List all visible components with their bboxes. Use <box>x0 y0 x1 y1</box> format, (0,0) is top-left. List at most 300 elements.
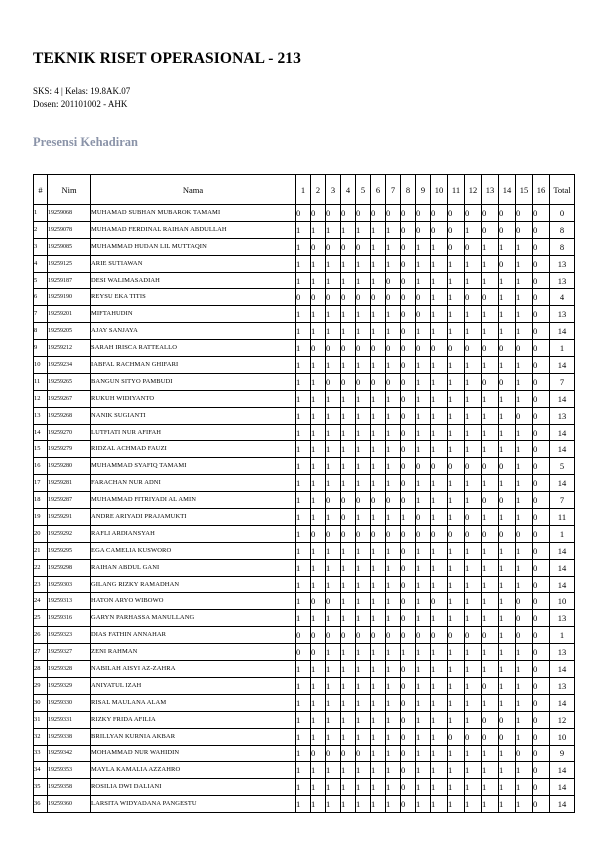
student-nim: 19259323 <box>48 627 91 644</box>
attendance-cell: 0 <box>401 627 416 644</box>
attendance-cell: 1 <box>401 644 416 661</box>
attendance-cell: 1 <box>465 390 482 407</box>
student-name: GILANG RIZKY RAMADHAN <box>91 576 296 593</box>
attendance-cell: 1 <box>296 373 311 390</box>
attendance-cell: 1 <box>386 644 401 661</box>
attendance-cell: 1 <box>431 576 448 593</box>
attendance-cell: 1 <box>296 593 311 610</box>
attendance-total: 12 <box>550 711 575 728</box>
student-nim: 19259353 <box>48 762 91 779</box>
attendance-cell: 0 <box>533 205 550 222</box>
attendance-cell: 1 <box>296 424 311 441</box>
attendance-cell: 1 <box>416 677 431 694</box>
table-row <box>34 728 575 745</box>
attendance-cell: 0 <box>401 340 416 357</box>
attendance-cell: 1 <box>416 610 431 627</box>
attendance-cell: 1 <box>356 390 371 407</box>
attendance-cell: 1 <box>371 390 386 407</box>
attendance-cell: 1 <box>516 492 533 509</box>
attendance-total: 0 <box>550 205 575 222</box>
attendance-cell: 1 <box>311 492 326 509</box>
attendance-cell: 1 <box>482 694 499 711</box>
attendance-cell: 1 <box>341 407 356 424</box>
attendance-cell: 0 <box>499 205 516 222</box>
attendance-cell: 1 <box>326 323 341 340</box>
attendance-cell: 1 <box>356 728 371 745</box>
attendance-cell: 1 <box>448 677 465 694</box>
attendance-cell: 0 <box>465 525 482 542</box>
attendance-cell: 1 <box>482 644 499 661</box>
attendance-cell: 0 <box>499 525 516 542</box>
row-number: 26 <box>34 627 48 644</box>
attendance-total: 14 <box>550 796 575 813</box>
header-meeting: 3 <box>326 175 341 205</box>
table-row <box>34 779 575 796</box>
attendance-cell: 1 <box>516 728 533 745</box>
attendance-cell: 1 <box>311 576 326 593</box>
attendance-cell: 1 <box>296 728 311 745</box>
attendance-cell: 1 <box>356 610 371 627</box>
attendance-cell: 1 <box>356 559 371 576</box>
attendance-cell: 1 <box>516 779 533 796</box>
attendance-cell: 0 <box>533 323 550 340</box>
attendance-cell: 1 <box>448 745 465 762</box>
attendance-cell: 1 <box>296 779 311 796</box>
attendance-cell: 1 <box>499 441 516 458</box>
attendance-total: 14 <box>550 559 575 576</box>
attendance-cell: 1 <box>482 593 499 610</box>
attendance-cell: 0 <box>499 340 516 357</box>
attendance-cell: 1 <box>499 542 516 559</box>
attendance-cell: 1 <box>356 661 371 678</box>
student-nim: 19259190 <box>48 289 91 306</box>
attendance-cell: 0 <box>401 525 416 542</box>
attendance-cell: 1 <box>416 492 431 509</box>
attendance-cell: 0 <box>533 542 550 559</box>
attendance-cell: 0 <box>401 559 416 576</box>
attendance-cell: 1 <box>448 711 465 728</box>
attendance-cell: 1 <box>356 357 371 374</box>
attendance-cell: 0 <box>341 627 356 644</box>
attendance-cell: 1 <box>356 796 371 813</box>
attendance-cell: 0 <box>448 627 465 644</box>
student-name: DIAS FATHIN ANNAHAR <box>91 627 296 644</box>
attendance-cell: 1 <box>311 661 326 678</box>
attendance-cell: 1 <box>516 238 533 255</box>
attendance-cell: 1 <box>356 779 371 796</box>
attendance-cell: 1 <box>371 306 386 323</box>
attendance-cell: 1 <box>296 323 311 340</box>
attendance-cell: 1 <box>431 255 448 272</box>
attendance-cell: 0 <box>311 289 326 306</box>
attendance-cell: 0 <box>401 221 416 238</box>
attendance-cell: 0 <box>533 340 550 357</box>
student-nim: 19259358 <box>48 779 91 796</box>
attendance-cell: 1 <box>386 779 401 796</box>
attendance-cell: 0 <box>533 221 550 238</box>
attendance-cell: 0 <box>386 627 401 644</box>
row-number: 5 <box>34 272 48 289</box>
attendance-cell: 1 <box>416 694 431 711</box>
table-row <box>34 492 575 509</box>
row-number: 28 <box>34 661 48 678</box>
attendance-cell: 1 <box>465 779 482 796</box>
attendance-total: 14 <box>550 661 575 678</box>
attendance-cell: 1 <box>482 762 499 779</box>
table-row <box>34 525 575 542</box>
attendance-cell: 1 <box>296 390 311 407</box>
attendance-cell: 1 <box>482 576 499 593</box>
attendance-cell: 0 <box>326 525 341 542</box>
attendance-cell: 1 <box>311 255 326 272</box>
attendance-cell: 1 <box>311 610 326 627</box>
header-meeting: 15 <box>516 175 533 205</box>
row-number: 16 <box>34 458 48 475</box>
attendance-cell: 0 <box>482 525 499 542</box>
attendance-cell: 1 <box>482 323 499 340</box>
attendance-cell: 0 <box>311 644 326 661</box>
attendance-cell: 1 <box>386 323 401 340</box>
attendance-cell: 0 <box>533 390 550 407</box>
table-row <box>34 306 575 323</box>
attendance-cell: 1 <box>465 745 482 762</box>
attendance-cell: 1 <box>356 306 371 323</box>
attendance-cell: 1 <box>371 644 386 661</box>
attendance-cell: 1 <box>326 559 341 576</box>
attendance-cell: 0 <box>341 373 356 390</box>
attendance-cell: 0 <box>386 373 401 390</box>
attendance-total: 14 <box>550 424 575 441</box>
attendance-cell: 0 <box>416 525 431 542</box>
attendance-cell: 1 <box>341 323 356 340</box>
header-meeting: 4 <box>341 175 356 205</box>
attendance-cell: 1 <box>465 323 482 340</box>
table-row <box>34 509 575 526</box>
attendance-cell: 1 <box>371 441 386 458</box>
attendance-cell: 0 <box>356 627 371 644</box>
attendance-cell: 1 <box>386 475 401 492</box>
attendance-cell: 1 <box>386 509 401 526</box>
attendance-cell: 1 <box>482 779 499 796</box>
attendance-cell: 0 <box>482 340 499 357</box>
attendance-cell: 1 <box>431 796 448 813</box>
attendance-cell: 0 <box>401 289 416 306</box>
attendance-cell: 1 <box>356 694 371 711</box>
attendance-cell: 0 <box>401 390 416 407</box>
student-nim: 19259205 <box>48 323 91 340</box>
table-row <box>34 576 575 593</box>
attendance-cell: 1 <box>448 492 465 509</box>
attendance-cell: 0 <box>482 711 499 728</box>
attendance-total: 10 <box>550 593 575 610</box>
attendance-cell: 0 <box>465 728 482 745</box>
attendance-total: 14 <box>550 475 575 492</box>
student-name: EGA CAMELIA KUSWORO <box>91 542 296 559</box>
attendance-cell: 1 <box>371 272 386 289</box>
attendance-cell: 1 <box>296 441 311 458</box>
attendance-cell: 1 <box>465 542 482 559</box>
row-number: 8 <box>34 323 48 340</box>
attendance-cell: 0 <box>371 525 386 542</box>
attendance-cell: 1 <box>516 559 533 576</box>
attendance-cell: 1 <box>448 424 465 441</box>
attendance-cell: 1 <box>431 289 448 306</box>
table-row <box>34 340 575 357</box>
attendance-cell: 0 <box>499 458 516 475</box>
attendance-cell: 1 <box>499 289 516 306</box>
attendance-cell: 1 <box>431 745 448 762</box>
attendance-total: 14 <box>550 323 575 340</box>
attendance-cell: 1 <box>416 762 431 779</box>
header-meeting: 14 <box>499 175 516 205</box>
attendance-cell: 1 <box>386 796 401 813</box>
row-number: 27 <box>34 644 48 661</box>
attendance-cell: 1 <box>431 644 448 661</box>
attendance-cell: 1 <box>499 610 516 627</box>
attendance-cell: 1 <box>499 272 516 289</box>
attendance-total: 14 <box>550 441 575 458</box>
attendance-cell: 1 <box>482 255 499 272</box>
attendance-cell: 1 <box>499 509 516 526</box>
attendance-cell: 1 <box>431 272 448 289</box>
table-row <box>34 542 575 559</box>
attendance-cell: 1 <box>431 407 448 424</box>
attendance-cell: 1 <box>371 779 386 796</box>
attendance-cell: 1 <box>431 542 448 559</box>
student-nim: 19259313 <box>48 593 91 610</box>
student-nim: 19259267 <box>48 390 91 407</box>
attendance-cell: 1 <box>401 509 416 526</box>
attendance-cell: 1 <box>416 559 431 576</box>
header-total: Total <box>550 175 575 205</box>
attendance-cell: 0 <box>401 610 416 627</box>
attendance-total: 1 <box>550 525 575 542</box>
attendance-cell: 0 <box>431 340 448 357</box>
row-number: 32 <box>34 728 48 745</box>
attendance-cell: 1 <box>431 762 448 779</box>
attendance-cell: 1 <box>356 475 371 492</box>
attendance-cell: 0 <box>533 661 550 678</box>
attendance-cell: 1 <box>296 610 311 627</box>
attendance-cell: 0 <box>416 205 431 222</box>
header-meeting: 16 <box>533 175 550 205</box>
student-name: HATON ARYO WIBOWO <box>91 593 296 610</box>
attendance-cell: 1 <box>482 424 499 441</box>
attendance-cell: 1 <box>326 407 341 424</box>
row-number: 21 <box>34 542 48 559</box>
attendance-cell: 1 <box>356 711 371 728</box>
attendance-total: 1 <box>550 340 575 357</box>
attendance-cell: 0 <box>465 205 482 222</box>
attendance-cell: 1 <box>296 762 311 779</box>
header-meeting: 8 <box>401 175 416 205</box>
student-nim: 19259295 <box>48 542 91 559</box>
attendance-cell: 1 <box>371 593 386 610</box>
attendance-cell: 1 <box>341 644 356 661</box>
attendance-cell: 0 <box>499 492 516 509</box>
attendance-cell: 1 <box>311 458 326 475</box>
student-name: FARACHAN NUR ADNI <box>91 475 296 492</box>
table-row <box>34 407 575 424</box>
attendance-cell: 1 <box>326 441 341 458</box>
attendance-cell: 1 <box>311 357 326 374</box>
attendance-cell: 1 <box>465 306 482 323</box>
attendance-cell: 1 <box>516 272 533 289</box>
row-number: 35 <box>34 779 48 796</box>
attendance-total: 14 <box>550 390 575 407</box>
row-number: 22 <box>34 559 48 576</box>
attendance-cell: 1 <box>482 306 499 323</box>
attendance-total: 13 <box>550 610 575 627</box>
attendance-cell: 1 <box>416 711 431 728</box>
attendance-cell: 0 <box>401 593 416 610</box>
attendance-cell: 1 <box>448 509 465 526</box>
table-row <box>34 593 575 610</box>
header-meeting: 12 <box>465 175 482 205</box>
attendance-cell: 0 <box>371 340 386 357</box>
attendance-cell: 0 <box>448 728 465 745</box>
attendance-cell: 0 <box>533 644 550 661</box>
attendance-cell: 1 <box>431 323 448 340</box>
attendance-cell: 1 <box>296 694 311 711</box>
student-nim: 19259279 <box>48 441 91 458</box>
attendance-cell: 1 <box>296 576 311 593</box>
attendance-cell: 0 <box>341 492 356 509</box>
attendance-cell: 1 <box>356 644 371 661</box>
attendance-cell: 1 <box>311 306 326 323</box>
student-nim: 19259281 <box>48 475 91 492</box>
student-name: BRILLYAN KURNIA AKBAR <box>91 728 296 745</box>
attendance-cell: 1 <box>356 323 371 340</box>
student-nim: 19259291 <box>48 509 91 526</box>
attendance-cell: 1 <box>356 542 371 559</box>
table-row <box>34 373 575 390</box>
attendance-cell: 0 <box>516 221 533 238</box>
attendance-cell: 1 <box>326 610 341 627</box>
attendance-cell: 1 <box>326 762 341 779</box>
attendance-cell: 1 <box>326 779 341 796</box>
attendance-cell: 1 <box>326 357 341 374</box>
student-nim: 19259268 <box>48 407 91 424</box>
attendance-cell: 0 <box>431 593 448 610</box>
row-number: 2 <box>34 221 48 238</box>
attendance-cell: 1 <box>356 255 371 272</box>
student-name: MUHAMMAD HUDAN LIL MUTTAQIN <box>91 238 296 255</box>
attendance-cell: 1 <box>326 306 341 323</box>
attendance-cell: 1 <box>482 796 499 813</box>
attendance-cell: 0 <box>416 289 431 306</box>
attendance-total: 13 <box>550 272 575 289</box>
attendance-cell: 1 <box>499 593 516 610</box>
attendance-cell: 1 <box>499 779 516 796</box>
attendance-cell: 0 <box>401 728 416 745</box>
student-name: NABILAH AISYI AZ-ZAHRA <box>91 661 296 678</box>
attendance-cell: 0 <box>401 694 416 711</box>
attendance-cell: 1 <box>386 221 401 238</box>
student-nim: 19259316 <box>48 610 91 627</box>
attendance-cell: 0 <box>356 492 371 509</box>
student-name: ANDRE ARIYADI PRAJAMUKTI <box>91 509 296 526</box>
attendance-cell: 1 <box>386 458 401 475</box>
attendance-cell: 0 <box>533 407 550 424</box>
attendance-cell: 0 <box>533 272 550 289</box>
student-nim: 19259331 <box>48 711 91 728</box>
attendance-cell: 1 <box>386 441 401 458</box>
attendance-cell: 1 <box>371 745 386 762</box>
header-meeting: 9 <box>416 175 431 205</box>
student-name: MUHAMAD FERDINAL RAIHAN ABDULLAH <box>91 221 296 238</box>
attendance-cell: 0 <box>499 711 516 728</box>
attendance-cell: 1 <box>499 796 516 813</box>
attendance-cell: 1 <box>386 306 401 323</box>
student-nim: 19259212 <box>48 340 91 357</box>
attendance-cell: 1 <box>386 677 401 694</box>
attendance-cell: 1 <box>499 357 516 374</box>
attendance-cell: 0 <box>533 441 550 458</box>
row-number: 23 <box>34 576 48 593</box>
attendance-cell: 1 <box>465 407 482 424</box>
attendance-cell: 1 <box>448 779 465 796</box>
attendance-cell: 1 <box>356 458 371 475</box>
attendance-cell: 0 <box>326 238 341 255</box>
attendance-cell: 1 <box>416 407 431 424</box>
attendance-cell: 1 <box>356 593 371 610</box>
table-row <box>34 289 575 306</box>
attendance-cell: 1 <box>431 441 448 458</box>
attendance-cell: 1 <box>465 373 482 390</box>
attendance-cell: 1 <box>416 542 431 559</box>
table-row <box>34 357 575 374</box>
attendance-cell: 0 <box>401 272 416 289</box>
student-name: GARYN PARHASSA MANULLANG <box>91 610 296 627</box>
attendance-cell: 0 <box>533 745 550 762</box>
attendance-cell: 1 <box>465 677 482 694</box>
attendance-cell: 0 <box>482 492 499 509</box>
attendance-cell: 0 <box>533 458 550 475</box>
attendance-cell: 0 <box>311 238 326 255</box>
attendance-cell: 1 <box>371 694 386 711</box>
attendance-cell: 0 <box>499 255 516 272</box>
student-name: MUHAMAD SUBHAN MUBAROK TAMAMI <box>91 205 296 222</box>
attendance-cell: 0 <box>401 238 416 255</box>
attendance-cell: 0 <box>533 610 550 627</box>
attendance-cell: 0 <box>326 492 341 509</box>
attendance-cell: 1 <box>341 796 356 813</box>
student-nim: 19259298 <box>48 559 91 576</box>
attendance-cell: 0 <box>533 576 550 593</box>
student-name: MIFTAHUDIN <box>91 306 296 323</box>
table-row <box>34 441 575 458</box>
attendance-cell: 1 <box>356 272 371 289</box>
student-name: RISAL MAULANA ALAM <box>91 694 296 711</box>
attendance-cell: 1 <box>326 796 341 813</box>
attendance-cell: 0 <box>311 627 326 644</box>
attendance-cell: 0 <box>401 576 416 593</box>
attendance-cell: 1 <box>416 272 431 289</box>
attendance-cell: 0 <box>516 610 533 627</box>
attendance-cell: 1 <box>431 559 448 576</box>
student-name: LARSITA WIDYADANA PANGESTU <box>91 796 296 813</box>
attendance-cell: 1 <box>341 475 356 492</box>
attendance-cell: 1 <box>311 272 326 289</box>
attendance-cell: 0 <box>516 593 533 610</box>
table-row <box>34 610 575 627</box>
attendance-cell: 0 <box>401 542 416 559</box>
attendance-cell: 0 <box>296 644 311 661</box>
header-meeting: 6 <box>371 175 386 205</box>
attendance-total: 8 <box>550 238 575 255</box>
attendance-cell: 0 <box>431 221 448 238</box>
